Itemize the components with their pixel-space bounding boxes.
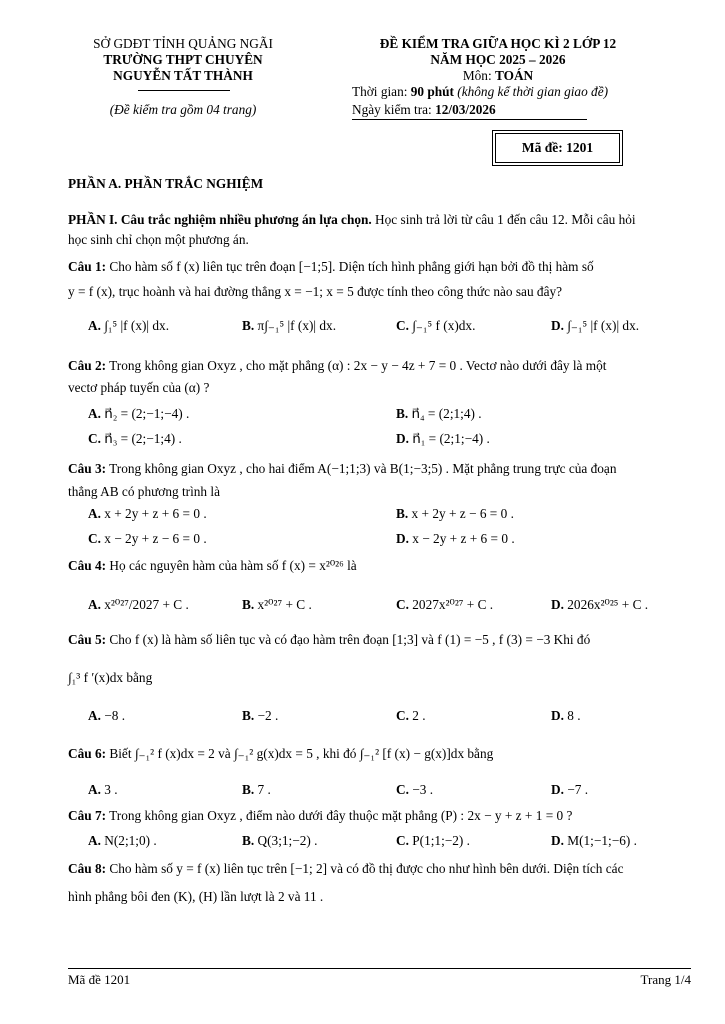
- q4-option-c[interactable]: [396, 597, 493, 613]
- part1-heading: [68, 212, 691, 228]
- q5-option-a[interactable]: [88, 708, 125, 724]
- q5-option-c[interactable]: [396, 708, 426, 724]
- option-text: 8 .: [567, 708, 581, 723]
- q2-text1: Trong không gian Oxyz , cho mặt phẳng (α) : 2x − y − 4z + 7 = 0 . Vectơ nào dưới đây là một: [106, 358, 607, 373]
- q7-option-c[interactable]: [396, 833, 470, 849]
- option-text: P(1;1;−2) .: [412, 833, 470, 848]
- q2-label: Câu 2:: [68, 358, 107, 373]
- q6-option-b[interactable]: [242, 782, 271, 798]
- footer-divider: [68, 968, 691, 969]
- exam-code-box: [492, 130, 623, 166]
- q1-option-c[interactable]: [396, 318, 475, 334]
- q1-option-d[interactable]: [551, 318, 639, 334]
- option-label: D.: [396, 531, 409, 546]
- option-label: A.: [88, 782, 101, 797]
- q3-text1: Trong không gian Oxyz , cho hai điểm A(−1;1;3) và B(1;−3;5) . Mặt phẳng trung trực của đoạn: [106, 461, 617, 476]
- option-text: n⃗₄ = (2;1;4) .: [411, 406, 482, 421]
- part1-instruction-1: Học sinh trả lời từ câu 1 đến câu 12. Mỗi câu hỏi: [371, 212, 636, 227]
- q3-option-c[interactable]: [88, 531, 207, 547]
- option-text: 3 .: [104, 782, 118, 797]
- q6-option-c[interactable]: [396, 782, 433, 798]
- date-value: 12/03/2026: [435, 102, 496, 117]
- option-label: B.: [242, 833, 255, 848]
- option-text: π∫₋₁⁵ |f (x)| dx.: [257, 318, 337, 333]
- option-text: x + 2y + z − 6 = 0 .: [411, 506, 514, 521]
- option-label: A.: [88, 833, 101, 848]
- q1-line2: y = f (x), trục hoành và hai đường thẳng x = −1; x = 5 được tính theo công thức nào sau đây?: [68, 284, 563, 299]
- header-left-underline: [138, 90, 230, 91]
- q5-line2: ∫₁³ f ′(x)dx bằng: [68, 670, 153, 685]
- section-a-title: PHẦN A. PHẦN TRẮC NGHIỆM: [68, 176, 264, 191]
- option-label: C.: [396, 318, 409, 333]
- q3-line1: [68, 461, 691, 477]
- page-count-note: (Đề kiểm tra gồm 04 trang): [109, 102, 257, 117]
- q5-line1: [68, 632, 691, 648]
- q3-label: Câu 3:: [68, 461, 107, 476]
- option-label: A.: [88, 406, 101, 421]
- option-text: Q(3;1;−2) .: [257, 833, 318, 848]
- option-text: 2 .: [412, 708, 426, 723]
- time-line: [352, 84, 608, 100]
- q5-label: Câu 5:: [68, 632, 107, 647]
- option-label: C.: [88, 431, 101, 446]
- q7-option-a[interactable]: [88, 833, 157, 849]
- option-text: n⃗₂ = (2;−1;−4) .: [104, 406, 190, 421]
- option-text: x − 2y + z − 6 = 0 .: [104, 531, 207, 546]
- option-label: A.: [88, 708, 101, 723]
- option-text: x²⁰²⁷/2027 + C .: [104, 597, 189, 612]
- option-label: C.: [396, 833, 409, 848]
- option-text: 2026x²⁰²⁵ + C .: [567, 597, 649, 612]
- date-underline: [352, 119, 587, 120]
- q2-option-d[interactable]: [396, 431, 490, 447]
- q2-option-b[interactable]: [396, 406, 482, 422]
- q4-text1: Họ các nguyên hàm của hàm số f (x) = x²⁰²⁶ là: [106, 558, 357, 573]
- option-text: −3 .: [412, 782, 434, 797]
- option-label: C.: [396, 708, 409, 723]
- q5-option-b[interactable]: [242, 708, 278, 724]
- footer-page-number: Trang 1/4: [640, 972, 691, 987]
- option-text: n⃗₁ = (2;1;−4) .: [412, 431, 490, 446]
- q6-label: Câu 6:: [68, 746, 107, 761]
- q2-line2: vectơ pháp tuyến của (α) ?: [68, 380, 210, 395]
- exam-title: ĐỀ KIỂM TRA GIỮA HỌC KÌ 2 LỚP 12: [379, 36, 617, 51]
- option-label: B.: [242, 597, 255, 612]
- q4-option-b[interactable]: [242, 597, 312, 613]
- footer-exam-code: Mã đề 1201: [68, 972, 131, 987]
- q4-line1: [68, 558, 691, 574]
- q5-option-d[interactable]: [551, 708, 581, 724]
- option-label: B.: [242, 782, 255, 797]
- option-text: x + 2y + z + 6 = 0 .: [104, 506, 207, 521]
- q3-option-a[interactable]: [88, 506, 207, 522]
- option-text: x²⁰²⁷ + C .: [257, 597, 312, 612]
- option-text: ∫₋₁⁵ f (x)dx.: [412, 318, 476, 333]
- option-label: C.: [396, 597, 409, 612]
- option-label: D.: [551, 708, 564, 723]
- option-label: D.: [551, 318, 564, 333]
- option-text: N(2;1;0) .: [104, 833, 157, 848]
- option-text: −7 .: [567, 782, 589, 797]
- option-text: x − 2y + z + 6 = 0 .: [412, 531, 515, 546]
- option-label: B.: [242, 708, 255, 723]
- q8-label: Câu 8:: [68, 861, 107, 876]
- option-label: B.: [242, 318, 255, 333]
- option-label: B.: [396, 406, 409, 421]
- q1-label: Câu 1:: [68, 259, 107, 274]
- q1-option-b[interactable]: [242, 318, 336, 334]
- option-label: C.: [88, 531, 101, 546]
- school-name-line1: TRƯỜNG THPT CHUYÊN: [103, 52, 263, 67]
- q1-line1: [68, 259, 691, 275]
- option-text: 2027x²⁰²⁷ + C .: [412, 597, 494, 612]
- q3-option-b[interactable]: [396, 506, 514, 522]
- option-text: n⃗₃ = (2;−1;4) .: [104, 431, 182, 446]
- option-label: C.: [396, 782, 409, 797]
- q4-option-a[interactable]: [88, 597, 189, 613]
- option-label: A.: [88, 506, 101, 521]
- q8-line2: hình phẳng bôi đen (K), (H) lần lượt là 2 và 11 .: [68, 889, 324, 904]
- q6-line1: [68, 746, 691, 762]
- q8-text1: Cho hàm số y = f (x) liên tục trên [−1; 2] và có đồ thị được cho như hình bên dưới. Diện tích các: [106, 861, 624, 876]
- option-text: 7 .: [257, 782, 271, 797]
- q3-line2: thẳng AB có phương trình là: [68, 484, 220, 499]
- q7-text1: Trong không gian Oxyz , điểm nào dưới đây thuộc mặt phẳng (P) : 2x − y + z + 1 = 0 ?: [106, 808, 573, 823]
- school-name-line2: NGUYỄN TẤT THÀNH: [113, 68, 253, 83]
- q1-text1: Cho hàm số f (x) liên tục trên đoạn [−1;5]. Diện tích hình phẳng giới hạn bởi đồ thị hàm số: [106, 259, 594, 274]
- option-label: D.: [551, 833, 564, 848]
- q8-line1: [68, 861, 691, 877]
- date-label: Ngày kiểm tra:: [352, 102, 436, 117]
- exam-code: Mã đề: 1201: [495, 133, 620, 163]
- q2-option-a[interactable]: [88, 406, 189, 422]
- subject-label: Môn:: [462, 68, 495, 83]
- q7-line1: [68, 808, 691, 824]
- option-label: D.: [551, 597, 564, 612]
- subject-line: [338, 68, 658, 84]
- q3-option-d[interactable]: [396, 531, 515, 547]
- option-label: A.: [88, 597, 101, 612]
- department-name: SỞ GDĐT TỈNH QUẢNG NGÃI: [93, 36, 273, 51]
- part1-instruction-2: học sinh chỉ chọn một phương án.: [68, 232, 249, 247]
- q4-option-d[interactable]: [551, 597, 648, 613]
- time-value: 90 phút: [410, 84, 454, 99]
- time-note: (không kể thời gian giao đề): [457, 84, 609, 99]
- q7-option-d[interactable]: [551, 833, 637, 849]
- q1-option-a[interactable]: [88, 318, 169, 334]
- date-line: [352, 102, 496, 118]
- option-text: −2 .: [257, 708, 279, 723]
- q7-label: Câu 7:: [68, 808, 107, 823]
- q6-option-d[interactable]: [551, 782, 588, 798]
- q2-line1: [68, 358, 691, 374]
- q7-option-b[interactable]: [242, 833, 317, 849]
- option-label: D.: [551, 782, 564, 797]
- q4-label: Câu 4:: [68, 558, 107, 573]
- option-text: M(1;−1;−6) .: [567, 833, 637, 848]
- option-text: −8 .: [104, 708, 126, 723]
- q6-option-a[interactable]: [88, 782, 118, 798]
- option-label: D.: [396, 431, 409, 446]
- option-text: ∫₋₁⁵ |f (x)| dx.: [567, 318, 640, 333]
- school-year: NĂM HỌC 2025 – 2026: [430, 52, 566, 67]
- option-text: ∫₁⁵ |f (x)| dx.: [104, 318, 170, 333]
- option-label: A.: [88, 318, 101, 333]
- q6-text1: Biết ∫₋₁² f (x)dx = 2 và ∫₋₁² g(x)dx = 5 , khi đó ∫₋₁² [f (x) − g(x)]dx bằng: [106, 746, 494, 761]
- time-label: Thời gian:: [352, 84, 411, 99]
- q2-option-c[interactable]: [88, 431, 182, 447]
- subject-value: TOÁN: [494, 68, 534, 83]
- part1-title: PHẦN I. Câu trắc nghiệm nhiều phương án lựa chọn.: [68, 212, 372, 227]
- option-label: B.: [396, 506, 409, 521]
- q5-text1: Cho f (x) là hàm số liên tục và có đạo hàm trên đoạn [1;3] và f (1) = −5 , f (3) = −3 Khi đó: [106, 632, 591, 647]
